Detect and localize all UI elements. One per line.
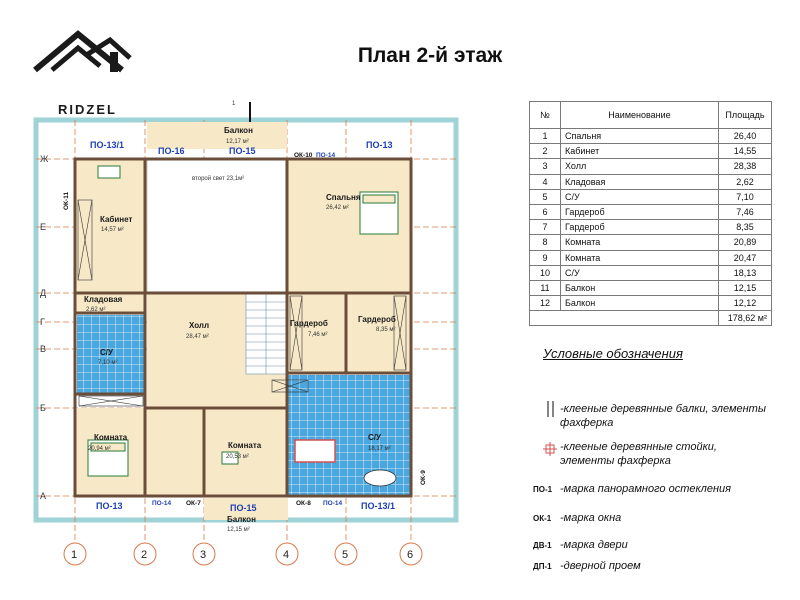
table-row	[530, 250, 772, 265]
room-label: Балкон	[227, 515, 256, 524]
room-name: С/У	[561, 265, 719, 280]
room-area: 2,62 м²	[86, 307, 106, 313]
room-area: 14,55	[719, 144, 772, 159]
room-name: Кабинет	[561, 144, 719, 159]
room-area: 12,12	[719, 296, 772, 311]
second-light-label: второй свет 23,1м²	[192, 176, 245, 182]
room-label: Холл	[189, 321, 210, 330]
room-label: Кладовая	[84, 295, 123, 304]
room-area: 12,15 м²	[227, 527, 250, 533]
room-number: 11	[530, 280, 561, 295]
room-wardrobe-2	[346, 293, 411, 373]
room-name: Кладовая	[561, 174, 719, 189]
room-area: 7,10 м²	[98, 360, 118, 366]
room-label: С/У	[368, 433, 381, 442]
room-name: С/У	[561, 189, 719, 204]
window-mark: ПО-13/1	[90, 140, 124, 150]
room-area: 7,10	[719, 189, 772, 204]
room-label: Спальня	[326, 193, 361, 202]
table-row	[530, 204, 772, 219]
window-mark: ОК-11	[63, 191, 70, 210]
room-area: 20,89	[719, 235, 772, 250]
bathtub-icon	[295, 440, 335, 462]
table-row	[530, 280, 772, 295]
legend-code-text: -дверной проем	[560, 560, 641, 572]
window-mark: ПО-14	[152, 500, 172, 507]
room-area: 26,42 м²	[326, 205, 349, 211]
room-area: 26,40	[719, 129, 772, 144]
room-room-2	[204, 408, 287, 496]
room-area: 20,47	[719, 250, 772, 265]
room-number: 3	[530, 159, 561, 174]
room-area: 14,57 м²	[101, 227, 124, 233]
table-body	[530, 129, 772, 326]
room-area: 12,15	[719, 280, 772, 295]
axis-letter: Б	[40, 403, 46, 413]
axis-number: 6	[407, 549, 414, 561]
col-header-area: Площадь	[719, 102, 772, 129]
legend-code-text: -марка окна	[560, 512, 622, 524]
room-number: 4	[530, 174, 561, 189]
window-mark: ПО-13	[96, 501, 123, 511]
legend-code: ОК-1	[533, 514, 552, 523]
room-number: 12	[530, 296, 561, 311]
room-number: 8	[530, 235, 561, 250]
room-label: Комната	[228, 441, 262, 450]
room-name: Комната	[561, 250, 719, 265]
table-row	[530, 296, 772, 311]
col-header-name: Наименование	[561, 102, 719, 129]
table-row	[530, 189, 772, 204]
room-area: 20,94 м²	[88, 446, 111, 452]
legend-posts: -клееные деревянные стойки, элементы фахферка	[560, 441, 717, 467]
axis-letter: Е	[40, 222, 47, 232]
room-number: 2	[530, 144, 561, 159]
room-label: Кабинет	[100, 215, 133, 224]
col-header-number: №	[530, 102, 561, 129]
table-row	[530, 159, 772, 174]
room-name: Комната	[561, 235, 719, 250]
window-mark: ПО-13	[366, 140, 393, 150]
house-logo-icon	[30, 30, 140, 92]
room-label: Гардероб	[290, 319, 328, 328]
section-mark: 1	[232, 101, 236, 107]
room-area: 2,62	[719, 174, 772, 189]
table-row	[530, 265, 772, 280]
table-row	[530, 220, 772, 235]
window-mark: ОК-10	[294, 152, 313, 159]
room-area: 28,38	[719, 159, 772, 174]
legend-code: ДВ-1	[533, 541, 552, 550]
room-area: 8,35	[719, 220, 772, 235]
room-area: 12,17 м²	[226, 139, 249, 145]
room-area: 7,46	[719, 204, 772, 219]
table-total-row	[530, 311, 772, 326]
room-label: Балкон	[224, 126, 253, 135]
room-name: Балкон	[561, 296, 719, 311]
room-name: Гардероб	[561, 204, 719, 219]
room-area-table	[529, 101, 772, 326]
room-area: 18,13	[719, 265, 772, 280]
post-symbol-icon	[543, 442, 557, 456]
legend-code-text: -марка панорамного остекления	[560, 483, 732, 495]
room-name: Гардероб	[561, 220, 719, 235]
room-area: 8,35 м²	[376, 327, 396, 333]
room-name: Спальня	[561, 129, 719, 144]
table-header-row	[530, 102, 772, 129]
window-mark: ОК-8	[296, 500, 311, 507]
room-label: Комната	[94, 433, 128, 442]
company-logo	[30, 30, 140, 117]
room-number: 6	[530, 204, 561, 219]
axis-number: 5	[342, 549, 349, 561]
window-mark: ОК-7	[186, 500, 201, 507]
room-label: С/У	[100, 348, 113, 357]
room-number: 10	[530, 265, 561, 280]
axis-number: 2	[141, 549, 148, 561]
balcony-top	[147, 122, 287, 149]
axis-number: 1	[71, 549, 78, 561]
staircase	[246, 294, 286, 374]
room-number: 5	[530, 189, 561, 204]
axis-letter: В	[40, 344, 47, 354]
window-mark: ПО-14	[316, 152, 336, 159]
total-area: 178,62 м²	[719, 311, 772, 326]
room-name: Балкон	[561, 280, 719, 295]
window-mark: ПО-14	[323, 500, 343, 507]
window-mark: ПО-13/1	[361, 501, 395, 511]
window-mark: ПО-15	[230, 503, 257, 513]
table-row	[530, 129, 772, 144]
freestanding-tub-icon	[364, 470, 396, 486]
axis-number: 3	[200, 549, 207, 561]
room-study	[75, 159, 145, 293]
axis-letter: Д	[40, 288, 47, 298]
axis-number: 4	[283, 549, 290, 561]
room-area: 7,46 м²	[308, 332, 328, 338]
total-spacer	[530, 311, 719, 326]
table-row	[530, 174, 772, 189]
room-number: 7	[530, 220, 561, 235]
room-area: 28,47 м²	[186, 334, 209, 340]
room-number: 1	[530, 129, 561, 144]
legend-code: ДП-1	[533, 562, 552, 571]
axis-letter: Г	[40, 317, 45, 327]
window-mark: ОК-9	[420, 470, 427, 485]
window-mark: ПО-15	[229, 146, 256, 156]
legend-title: Условные обозначения	[543, 346, 683, 361]
floor-plan	[28, 100, 468, 575]
table-row	[530, 235, 772, 250]
room-area: 18,17 м²	[368, 446, 391, 452]
room-label: Гардероб	[358, 315, 396, 324]
beam-symbol-icon	[544, 400, 558, 418]
axis-letter: Ж	[40, 154, 49, 164]
legend-beams: -клееные деревянные балки, элементы фахферка	[560, 403, 766, 429]
axis-letter: А	[40, 491, 47, 501]
page-title: План 2-й этаж	[357, 44, 503, 67]
axis-markers	[64, 543, 422, 565]
window-mark: ПО-16	[158, 146, 185, 156]
room-number: 9	[530, 250, 561, 265]
table-row	[530, 144, 772, 159]
legend-code: ПО-1	[533, 485, 553, 494]
room-name: Холл	[561, 159, 719, 174]
room-area: 20,53 м²	[226, 454, 249, 460]
legend-code-text: -марка двери	[560, 539, 628, 551]
logo-text: RIDZEL	[58, 102, 117, 117]
